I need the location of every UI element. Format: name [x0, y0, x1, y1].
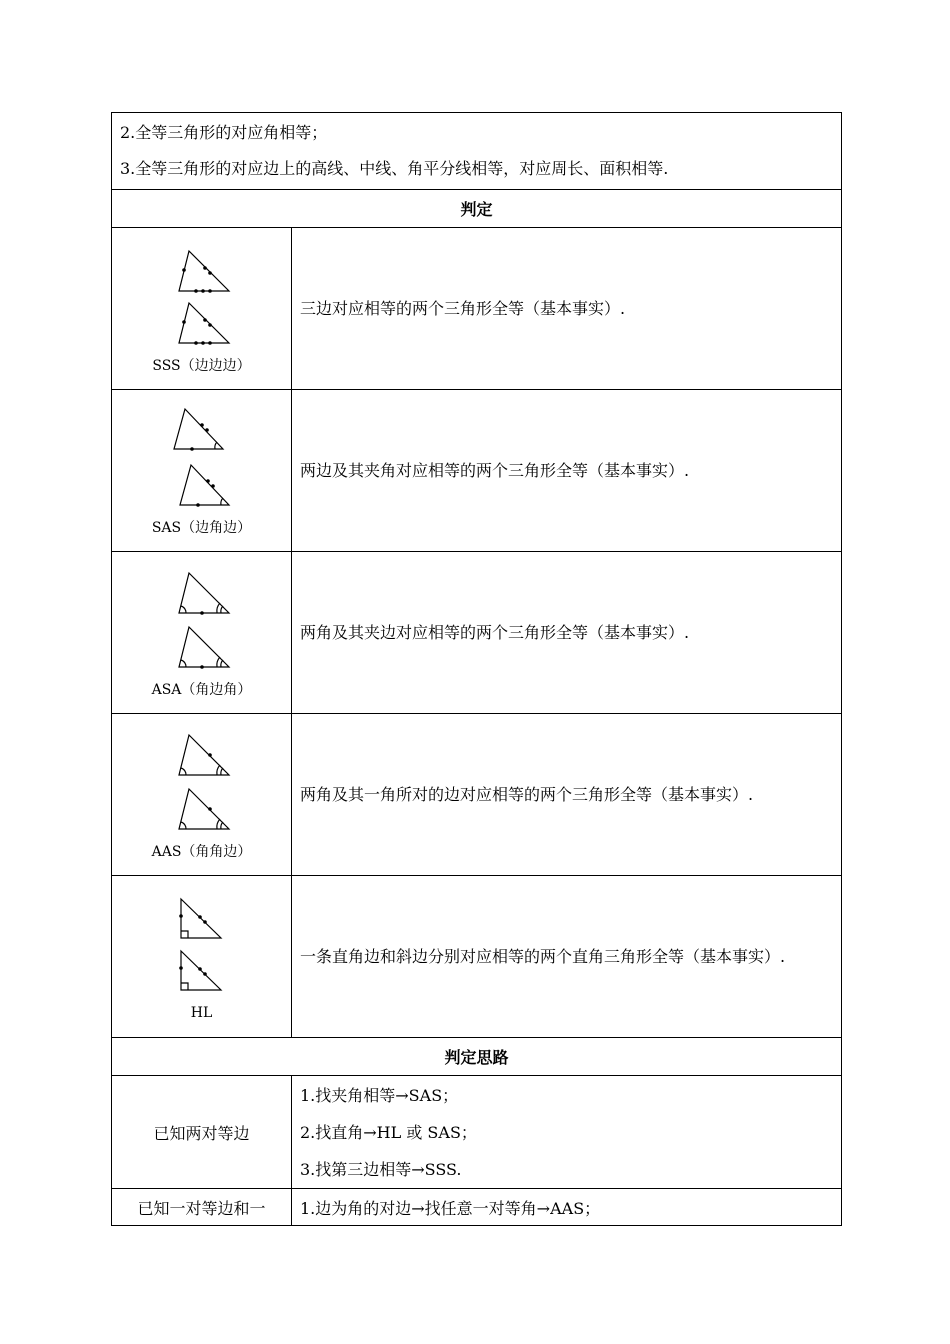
hl-description: 一条直角边和斜边分别对应相等的两个直角三角形全等（基本事实）.: [292, 876, 842, 1038]
congruence-table: [111, 112, 842, 1226]
hl-triangles-icon: [167, 893, 237, 1003]
properties-cell: [112, 113, 842, 190]
criteria-header: 判定: [112, 190, 842, 228]
known-side-and-angle: 已知一对等边和一: [112, 1189, 292, 1226]
approach-header: 判定思路: [112, 1038, 842, 1076]
step-item: 3.找第三边相等→SSS.: [300, 1159, 462, 1179]
sss-triangles-icon: [167, 243, 237, 353]
step-item: 2.找直角→HL 或 SAS；: [300, 1122, 477, 1142]
step-item: 1.找夹角相等→SAS；: [300, 1085, 459, 1105]
property-3: 3.全等三角形的对应边上的高线、中线、角平分线相等，对应周长、面积相等.: [120, 159, 669, 178]
asa-figure-cell: [112, 552, 292, 714]
hl-figure-cell: [112, 876, 292, 1038]
sas-figure-cell: [112, 390, 292, 552]
sss-label: SSS（边边边）: [152, 357, 251, 374]
sss-description: 三边对应相等的两个三角形全等（基本事实）.: [292, 228, 842, 390]
aas-description: 两角及其一角所对的边对应相等的两个三角形全等（基本事实）.: [292, 714, 842, 876]
asa-label: ASA（角边角）: [151, 681, 252, 698]
hl-label: HL: [190, 1004, 213, 1021]
sas-description: 两边及其夹角对应相等的两个三角形全等（基本事实）.: [292, 390, 842, 552]
two-sides-steps: [292, 1076, 842, 1189]
side-angle-step: 1.边为角的对边→找任意一对等角→AAS；: [292, 1189, 842, 1226]
known-two-sides: 已知两对等边: [112, 1076, 292, 1189]
aas-label: AAS（角角边）: [151, 843, 252, 860]
sss-figure-cell: [112, 228, 292, 390]
aas-triangles-icon: [167, 729, 237, 839]
sas-triangles-icon: [167, 405, 237, 515]
sas-label: SAS（边角边）: [151, 519, 252, 536]
aas-figure-cell: [112, 714, 292, 876]
asa-triangles-icon: [167, 567, 237, 677]
property-2: 2.全等三角形的对应角相等；: [120, 123, 328, 142]
asa-description: 两角及其夹边对应相等的两个三角形全等（基本事实）.: [292, 552, 842, 714]
